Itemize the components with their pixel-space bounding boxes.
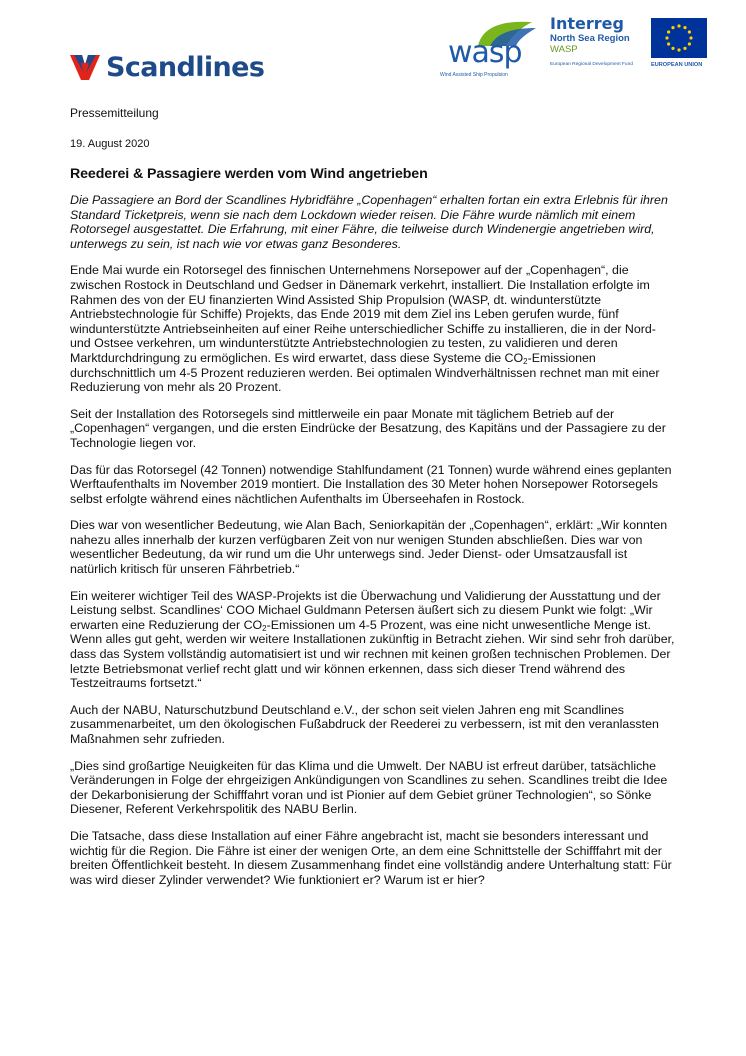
scandlines-v-logo-icon — [70, 53, 100, 81]
interreg-fund: European Regional Development Fund — [550, 61, 633, 67]
press-release-body — [70, 106, 676, 887]
wasp-wordmark: wasp — [448, 35, 522, 70]
interreg-title: Interreg — [550, 14, 624, 33]
paragraph-6: Auch der NABU, Naturschutzbund Deutschland e.V., der schon seit vielen Jahren eng mit Scandlines zusammenarbeitet, um den ökologischen Fußabdruck der Reederei zu verbessern, ist mit den veranlassten Maßnahmen sehr zufrieden. — [70, 702, 659, 746]
paragraph-3: Das für das Rotorsegel (42 Tonnen) notwendige Stahlfundament (21 Tonnen) wurde während eines geplanten Werftaufenthalts im November 2019 montiert. Die Installation des 30 Meter hohen Norsepower Rotorsegels selbst erfolgte während eines nächtlichen Aufenthalts im Überseehafen in Rostock. — [70, 462, 672, 506]
scandlines-logo — [70, 50, 264, 84]
document-date: 19. August 2020 — [70, 138, 150, 150]
document-type: Pressemitteilung — [70, 106, 159, 120]
interreg-logo — [550, 16, 650, 78]
paragraph-1-part-a: Ende Mai wurde ein Rotorsegel des finnischen Unternehmens Norsepower auf der „Copenhagen“, die zwischen Rostock in Deutschland und Gedser in Dänemark verkehrt, installiert. Die Installation erfolgte im Rahmen des von der EU finanzierten Wind Assisted Ship Propulsion (WASP, dt. windunterstützte Antriebstechnologie für Schiffe) Projekts, das Ende 2019 mit dem Ziel ins Leben gerufen wurde, fünf windunterstützte Antriebseinheiten auf einer Reihe unterschiedlicher Schiffe zu installieren, die in der Nord- und Ostsee verkehren, um windunterstützte Antriebstechnologien zu testen, zu validieren und deren Marktdurchdringung zu ermöglichen. Es wird erwartet, dass diese Systeme die CO — [70, 263, 656, 365]
paragraph-5-part-b: -Emissionen um 4-5 Prozent, was eine nicht unwesentliche Menge ist. Wenn alles gut geht, werden wir weitere Installationen zukünftig in Betracht ziehen. Wir sind sehr froh darüber, dass das System vollständig automatisiert ist und wir rechnen mit keinen großen technischen Problemen. Der letzte Betriebsmonat verlief recht glatt und wir können erkennen, dass sich dieser Trend während des Testzeitraums fortsetzt.“ — [70, 617, 675, 691]
interreg-project: WASP — [550, 44, 578, 56]
document-title: Reederei & Passagiere werden vom Wind angetrieben — [70, 166, 428, 182]
paragraph-7: „Dies sind großartige Neuigkeiten für das Klima und die Umwelt. Der NABU ist erfreut darüber, tatsächliche Veränderungen in Folge der ehrgeizigen Ankündigungen von Scandlines zu sehen. Scandlines treibt die Idee der Dekarbonisierung der Schifffahrt voran und ist Pionier auf dem Gebiet grüner Technologien“, so Sönke Diesener, Referent Verkehrspolitik des NABU Berlin. — [70, 758, 668, 817]
interreg-region: North Sea Region — [550, 33, 630, 44]
paragraph-8: Die Tatsache, dass diese Installation auf einer Fähre angebracht ist, macht sie besonders interessant und wichtig für die Region. Die Fähre ist einer der wenigen Orte, an dem eine Schnittstelle der Schifffahrt mit der breiten Öffentlichkeit besteht. In diesem Zusammenhang findet eine vollständig andere Unterhaltung statt: Für was wird dieser Zylinder verwendet? Wie funktioniert er? Warum ist er hier? — [70, 828, 672, 887]
brand-name: Scandlines — [106, 51, 265, 83]
eu-logo — [651, 18, 709, 78]
paragraph-4: Dies war von wesentlicher Bedeutung, wie Alan Bach, Seniorkapitän der „Copenhagen“, erklärt: „Wir konnten nahezu alles innerhalb der kurzen verfügbaren Zeit von nur wenigen Stunden abschließen. Dies war von wesentlicher Bedeutung, da wir rund um die Uhr unterwegs sind. Jeder Dienst- oder Umsatzausfall ist natürlich kritisch für unseren Fährbetrieb.“ — [70, 518, 668, 577]
paragraph-5-part-a: Ein weiterer wichtiger Teil des WASP-Projekts ist die Überwachung und Validierung der Ausstattung und der Leistung selbst. Scandlines‘ COO Michael Guldmann Petersen äußert sich zu diesem Punkt wie folgt: „Wir erwarten eine Reduzierung der CO — [70, 588, 661, 632]
eu-flag-icon — [651, 18, 707, 58]
paragraph-1-part-b: -Emissionen durchschnittlich um 4-5 Prozent reduzieren werden. Bei optimalen Windverhältnissen rechnet man mit einer Reduzierung von mehr als 20 Prozent. — [70, 350, 660, 395]
page-header — [0, 0, 746, 100]
wasp-tagline: Wind Assisted Ship Propulsion — [440, 72, 508, 78]
paragraph-5 — [70, 589, 676, 691]
lead-paragraph: Die Passagiere an Bord der Scandlines Hybridfähre „Copenhagen“ erhalten fortan ein extra Erlebnis für ihren Standard Ticketpreis, wenn sie nach dem Lockdown wieder reisen. Die Fähre wurde nämlich mit einem Rotorsegel ausgestattet. Die Erfahrung, mit einer Fähre, die teilweise durch Windenergie angetrieben wird, unterwegs zu sein, ist nach wie vor etwas ganz Besonderes. — [70, 193, 668, 251]
eu-label: EUROPEAN UNION — [651, 62, 703, 68]
co2-subscript: 2 — [523, 356, 528, 366]
wasp-logo — [440, 18, 546, 76]
paragraph-2: Seit der Installation des Rotorsegels sind mittlerweile ein paar Monate mit täglichem Betrieb auf der „Copenhagen“ vergangen, und die ersten Eindrücke der Besatzung, des Kapitäns und der Passagiere zu der Technologie liegen vor. — [70, 406, 666, 450]
co2-subscript: 2 — [262, 623, 267, 633]
paragraph-1 — [70, 263, 676, 394]
